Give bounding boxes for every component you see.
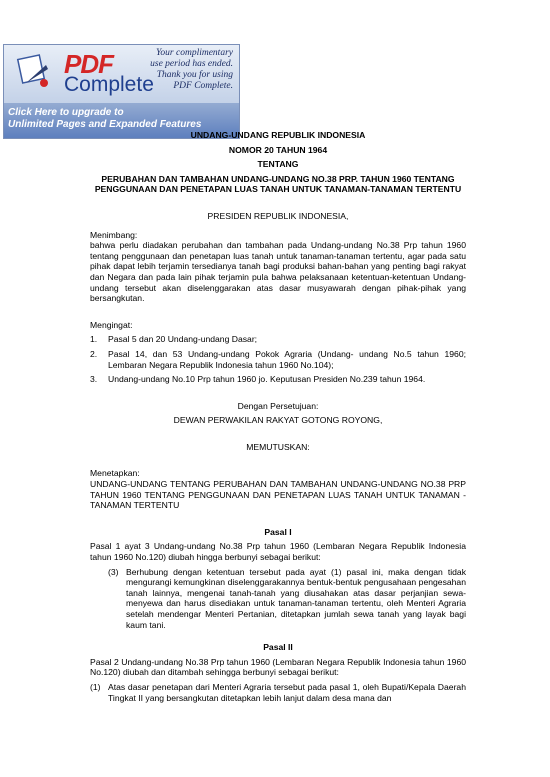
memutuskan-heading: MEMUTUSKAN: [246,441,310,452]
list-item [108,567,466,631]
list-number: 3. [90,374,98,385]
logo-pdf-text: PDF [64,49,113,79]
logo-complete-text: Complete [64,73,154,96]
list-number: (3) [108,566,119,577]
promo-message [123,48,233,92]
doc-subject: PERUBAHAN DAN TAMBAHAN UNDANG-UNDANG NO.38 PRP. TAHUN 1960 TENTANG PENGGUNAAN DAN PENETAPAN LUAS TANAH UNTUK TANAMAN-TANAMAN TERTENTU [94,173,462,195]
list-text: Atas dasar penetapan dari Menteri Agraria tersebut pada pasal 1, oleh Bupati/Kepala Daerah Tingkat II yang bersangkutan ditetapkan lebih lanjut dalam desa mana dan [108,681,466,703]
menimbang-text: bahwa perlu diadakan perubahan dan tambahan pada Undang-undang No.38 Prp tahun 1960 tentang penggunaan dan penetapan luas tanah untuk tanaman-tanaman tertentu, agar pada satu pihak dapat lebih terjamin tersedianya tanah bagi produksi bahan-bahan yang penting bagi rakyat dan Negara dan pada lain pihak terjamin pula bahwa pelaksanaan ketentuan-ketentuan Undang-undang tersebut akan diselenggarakan atas dasar musyawarah dengan pihak-pihak yang bersangkutan. [90,240,466,304]
doc-number: NOMOR 20 TAHUN 1964 [228,144,328,155]
list-item [90,374,466,385]
upgrade-line[interactable]: Click Here to upgrade to [8,107,124,118]
presiden-heading: PRESIDEN REPUBLIK INDONESIA, [207,210,349,221]
pasal-1-list [90,567,466,631]
pdf-complete-banner[interactable] [3,44,240,139]
list-number: (1) [90,681,101,692]
menetapkan-text: UNDANG-UNDANG TENTANG PERUBAHAN DAN TAMBAHAN UNDANG-UNDANG NO.38 PRP TAHUN 1960 TENTANG PENGGUNAAN DAN PENETAPAN LUAS TANAH UNTUK TANAMAN -TANAMAN TERTENTU [90,479,466,511]
list-text: Berhubung dengan ketentuan tersebut pada ayat (1) pasal ini, maka dengan tidak mengurangi kemungkinan diselenggarakannya bentuk-bentuk pengusahaan pengesahan tanah lainnya, mengenai tanah-tanah yang diusahakan atas dasar perjanjian sewa-menyewa dan harus disediakan untuk tanaman-tanaman tertentu, oleh Menteri Agraria setelah mendengar Menteri Pertanian, ditetapkan jumlah sewa tanah yang layak bagi kaum tani. [126,566,466,630]
promo-line: use period has ended. [150,59,233,69]
pasal-2-intro: Pasal 2 Undang-undang No.38 Prp tahun 1960 (Lembaran Negara Republik Indonesia tahun 1960 No.120) diubah dan ditambah sehingga berbunyi sebagai berikut: [90,656,466,678]
list-text: Pasal 14, dan 53 Undang-undang Pokok Agraria (Undang- undang No.5 tahun 1960; Lembaran Negara Republik Indonesia tahun 1960 No.104); [108,348,466,370]
list-item [90,349,466,370]
upgrade-link[interactable] [8,107,201,131]
pasal-2-list [90,682,466,703]
upgrade-line[interactable]: Unlimited Pages and Expanded Features [8,119,202,130]
list-item [90,334,466,345]
menimbang-label: Menimbang: [90,229,138,240]
pasal-1-title: Pasal I [264,526,292,537]
doc-title: UNDANG-UNDANG REPUBLIK INDONESIA [190,130,366,140]
pasal-2-title: Pasal II [263,642,293,653]
doc-tentang: TENTANG [257,159,299,170]
mengingat-label: Mengingat: [90,319,133,330]
pasal-1-intro: Pasal 1 ayat 3 Undang-undang No.38 Prp tahun 1960 (Lembaran Negara Republik Indonesia tahun 1960 No.120) diubah hingga berbunyi sebagai berikut: [90,541,466,563]
list-item [90,682,466,703]
persetujuan-label: Dengan Persetujuan: [237,400,319,411]
mengingat-list [90,334,466,384]
document-body [90,130,466,703]
promo-line: PDF Complete. [173,81,233,91]
promo-line: Thank you for using [156,70,233,80]
list-number: 1. [90,334,98,345]
promo-line: Your complimentary [156,48,233,58]
list-number: 2. [90,348,98,359]
list-text: Pasal 5 dan 20 Undang-undang Dasar; [108,334,258,345]
dpr-heading: DEWAN PERWAKILAN RAKYAT GOTONG ROYONG, [173,415,383,426]
list-text: Undang-undang No.10 Prp tahun 1960 jo. Keputusan Presiden No.239 tahun 1964. [108,374,426,385]
menetapkan-label: Menetapkan: [90,468,140,479]
flying-document-icon [16,53,56,93]
